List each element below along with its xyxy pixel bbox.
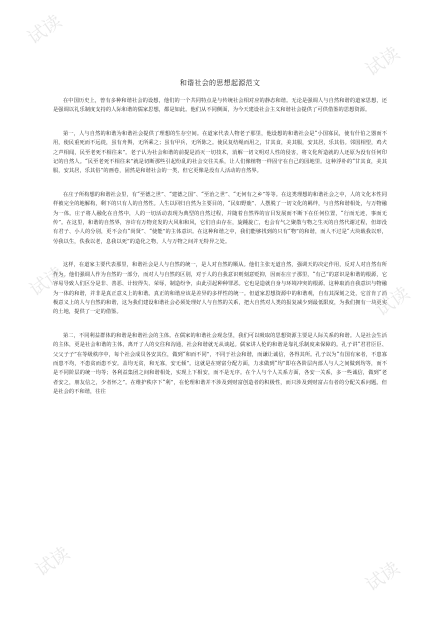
watermark-text: 试读 <box>362 558 404 596</box>
watermark-text: 试读 <box>32 543 74 581</box>
paragraph-3: 在庄子所构想的和谐社会里，有“至德之世”、“建德之国”、“至治之世”、“无何有之乡”等等。在这类理想的和谐社会之中，人的文化本性同样被完全的地解构，剩下的只有人的自然性。人生以回归自然为主要目的，“民如野鹿”、人摆脱了一切文化的羁绊，与自然和谐相处，与万物融为一体。庄子将人融化在自然中，人的一切活动表现为典型的自然过程，并随着自然界的盲目发展而不断下在任何位置，“行而无迹，事而无传”。在这里，和谐的自然界，容许有万物竞发的大风和和风，它们自由存在，旋踵旋亡，也会有气之聚散与物之生灭的自然代谢过程，但却没有君子、小人的分别，更不会有“尚贤”、“使能”的主体意识。在这种和谐之中，我们能够找到的只有“物”的和谐，而人不过是“大块载我以形，劳我以生，佚我以老，息我以死”的造化之物，人与万物之间并无特异之处。 <box>53 191 387 245</box>
document-title: 和谐社会的思想起源范文 <box>179 79 261 87</box>
paragraph-4: 这样，在道家主要代表那里，和谐社会是人与自然的统一，是人对自然的顺从。他们主张无道自然，强调天的决定作用，反对人对自然有所作为。他们强调人作为自然的一部分，而对人与自然的区别，对于人的自我意识则刻意贬抑，因而在庄子那里，“有己”的意识是和谐的根源，它容易导致人们区分是非、善恶、计较得失、荣辱，制造纷争，由此引起种种罪恶。它也是造就自身与环境冲突的根源。这种取消自我意识与物融为一体的和谐，并非是真正意义上的和谐。真正的和谐应该是差异的多样性的统一。但道家思想资源中的和谐观，自有其深刻之处，它首肯了消极意义上的人与自然的和谐，这为我们建设和谐社会必须处理好人与自然的关系，把大自然对人类的报复减少到最低限度，为我们拥有一块更实的土地，提供了一定的借鉴。 <box>53 262 387 316</box>
watermark-text: 试读 <box>362 43 404 81</box>
watermark-text: 试读 <box>24 11 66 49</box>
watermark-text: 试读 <box>26 263 68 301</box>
watermark-text: 试读 <box>372 283 414 321</box>
paragraph-1: 在中国历史上，曾有多种和谐社会的设想，他们的一个共同特点是与传统社会相对应的静态和谐。无论是强调人与自然和谐的道家思想，还是强调以礼乐制度支持的人际和谐的儒家思想，都是如此。他们从不同侧面，为今天建设社会主义和谐社会提供了可供借鉴的思想资源。 <box>53 98 387 114</box>
paragraph-5: 第二，不同利益群体的和谐是和谐社会的主体。在儒家的和谐社会观念里，我们可以吸取的思想资源主要是人际关系的和谐。人是社会生活的主体，更是社会和谐的主体，离开了人的交往和沟通，社会和谐就无从谈起。儒家讲人伦的和谐是靠礼乐制度来保障的。孔子讲“君君臣臣、父父子子”在等级秩序中，每个社会成员各安其位，做到“和而不同”，不同于社会和谐，而谦让诚信，各得其所。孔子以为“有国有家者，不患寡而患不均，不患贫而患不安。盖均无贫，和无寡，安无倾”。这就是在财富分配方面，力求做到“均”即在各阶层内部人与人之间做到均等，而不是不同阶层的统一均等；各利益集团之间和谐相处，实现上下相安，而不是无序。在个人与个人关系方面，各安一关系，多一些诚信，做到“老者安之，朋友信之，少者怀之”。在维护秩序下“利”，在伦理和谐并不涉及到财富创造者的积极性，而只涉及到财富占有者的分配关系问题。但是社会的不和谐，往往 <box>53 332 387 396</box>
paragraph-2: 第一，人与自然的和谐为和谐社会提供了理想的生存空间。在道家代表人物老子那里，他设想的和谐社会是“小国寡民，使有什伯之器而不用，使民重死而不远徙，虽有舟舆，无所乘之；虽有甲兵，无所陈之。使民复结绳而用之，甘其食，美其服，安其居，乐其俗。邻国相望，鸡犬之声相闻，民至老死不相往来”。老子认为社会和谐的前提是消灭一切技术，消解一切文明对人性的侵害，将文化所造就的人还原为没有任何印记的自然人。“民至老死不相往来”就是切断那些引起纷乱的社会交往关系，让人们像植物一样固守在自己的园地里。这种浮朴的“甘其食，美其服，安其居，乐其俗”的画卷，固然是和谐社会的一类，但它更像是没有人活动的自然界。 <box>53 130 387 175</box>
